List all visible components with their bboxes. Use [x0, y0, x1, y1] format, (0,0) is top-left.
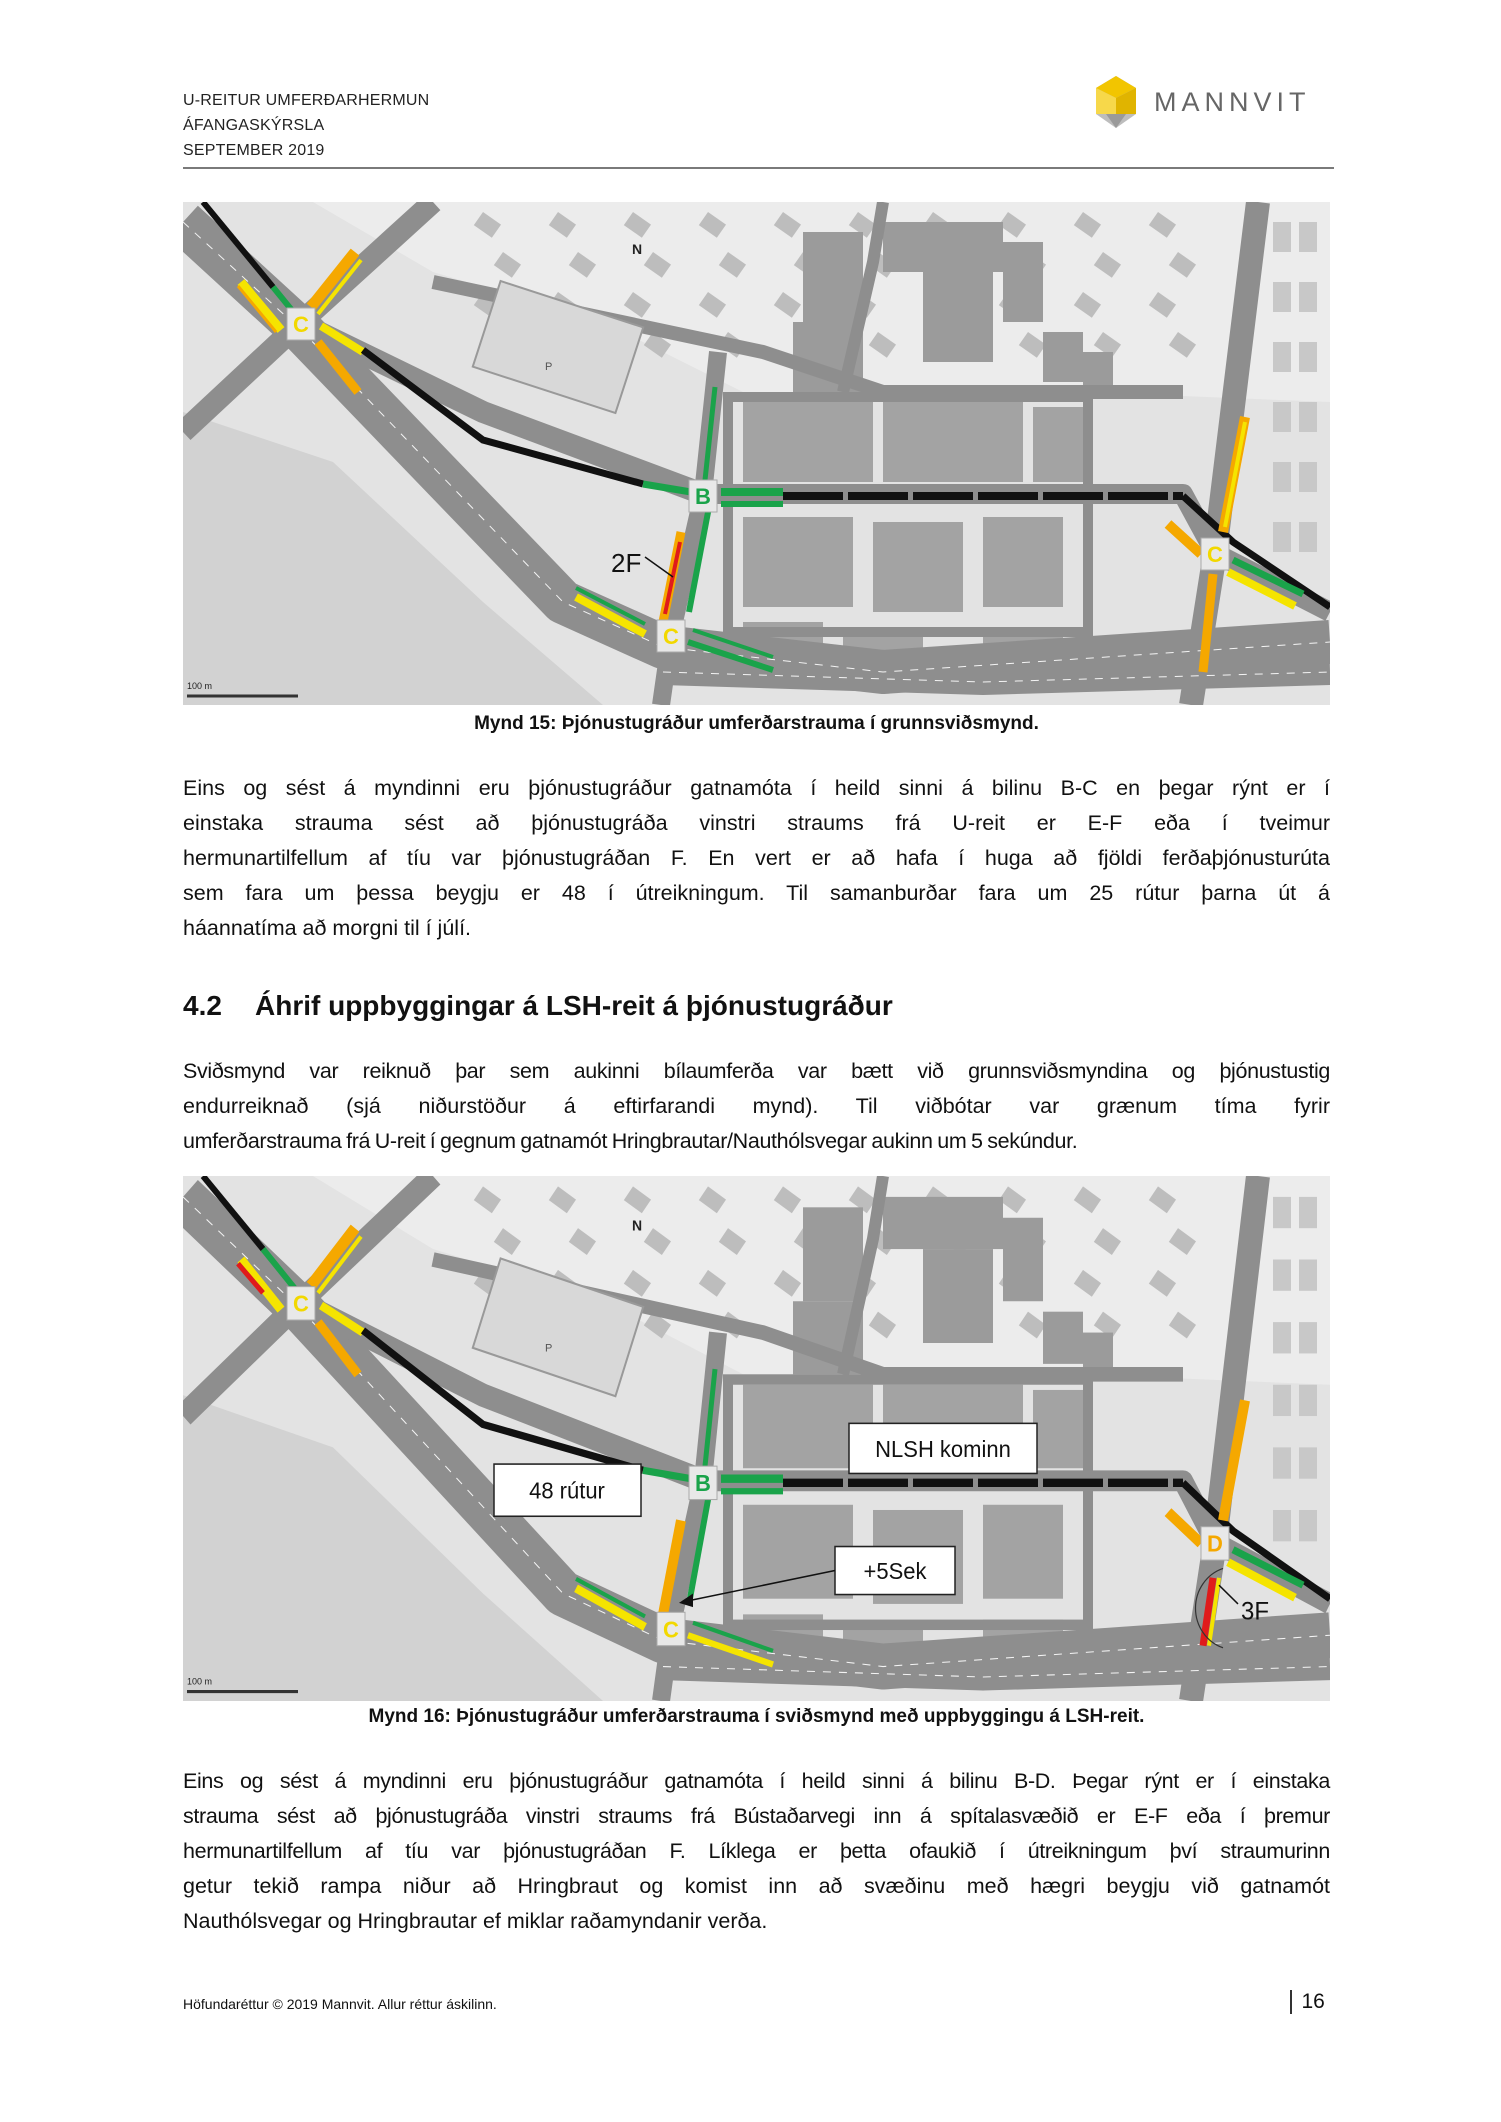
- intersection-c-east: [1201, 538, 1229, 570]
- header-project-title: U-REITUR UMFERÐARHERMUN: [183, 92, 430, 109]
- paragraph-2: [183, 1054, 1330, 1159]
- building: [1273, 1385, 1291, 1416]
- intersection-c-west: [287, 308, 315, 340]
- svg-text:D: D: [1207, 1531, 1223, 1557]
- building: [1273, 282, 1291, 312]
- footer-copyright: Höfundaréttur © 2019 Mannvit. Allur réttur áskilinn.: [183, 1996, 497, 2012]
- building: [883, 222, 1003, 272]
- header-report-type: ÁFANGASKÝRSLA: [183, 117, 325, 134]
- building: [1273, 342, 1291, 372]
- building: [1273, 522, 1291, 552]
- map-figure-15: [183, 202, 1330, 705]
- building: [923, 1249, 993, 1343]
- building: [1299, 282, 1317, 312]
- north-label: N: [632, 1218, 643, 1235]
- paragraph-3: [183, 1764, 1330, 1939]
- text-line: Eins og sést á myndinni eru þjónustugráður gatnamóta í heild sinni á bilinu B-D. Þegar rýnt er í einstaka: [183, 1769, 1330, 1793]
- building: [1299, 1322, 1317, 1353]
- annotation-3f: 3F: [1241, 1598, 1270, 1626]
- text-line: getur tekið rampa niður að Hringbraut og komist inn að svæðinu með hægri beygju við gatnamót: [183, 1874, 1330, 1898]
- svg-text:C: C: [1207, 542, 1223, 567]
- building: [1273, 462, 1291, 492]
- text-line: Sviðsmynd var reiknuð þar sem aukinni bílaumferða var bætt við grunnsviðsmyndina og þjónustustig: [183, 1059, 1330, 1083]
- paragraph-1: [183, 771, 1330, 946]
- text-line: einstaka strauma sést að þjónustugráða vinstri straums frá U-reit er E-F eða í tveimur: [183, 811, 1330, 835]
- figure1-map: [183, 202, 1330, 705]
- building: [1273, 222, 1291, 252]
- building: [1003, 242, 1043, 322]
- svg-text:C: C: [663, 624, 679, 649]
- building: [803, 1207, 863, 1301]
- text-line: hermunartilfellum af tíu var þjónustugráðan F. En vert er að hafa í huga að fjöldi ferðaþjónusturúta: [183, 846, 1330, 870]
- page-number-value: 16: [1301, 1990, 1325, 2013]
- mannvit-logo-icon: [1092, 74, 1140, 130]
- building: [883, 402, 1023, 482]
- map-base: [183, 202, 1330, 705]
- building: [1273, 402, 1291, 432]
- building: [1003, 1218, 1043, 1301]
- intersection-b: [689, 1466, 717, 1499]
- building: [1299, 462, 1317, 492]
- section-number: 4.2: [183, 990, 222, 1021]
- text-line: Eins og sést á myndinni eru þjónustugráður gatnamóta í heild sinni á bilinu B-C en þegar rýnt er í: [183, 776, 1330, 800]
- scale-label: 100 m: [187, 1676, 212, 1687]
- page-number-divider: [1290, 1990, 1292, 2014]
- building: [1299, 342, 1317, 372]
- svg-text:C: C: [293, 312, 309, 337]
- parking-label: P: [545, 361, 553, 373]
- north-label: N: [632, 241, 643, 257]
- svg-text:C: C: [663, 1616, 679, 1643]
- building: [1299, 222, 1317, 252]
- map-figure-16: [183, 1176, 1330, 1701]
- building: [923, 272, 993, 362]
- text-line: háannatíma að morgni til í júlí.: [183, 916, 472, 940]
- text-line: Nauthólsvegar og Hringbrautar ef miklar raðamyndanir verða.: [183, 1909, 768, 1933]
- building: [1299, 1197, 1317, 1228]
- building: [1299, 1510, 1317, 1541]
- map-base: [183, 1176, 1330, 1701]
- figure2-caption: Mynd 16: Þjónustugráður umferðarstrauma í sviðsmynd með uppbyggingu á LSH-reit.: [368, 1706, 1145, 1727]
- building: [743, 517, 853, 607]
- building: [1299, 522, 1317, 552]
- section-title: Áhrif uppbyggingar á LSH-reit á þjónustugráður: [255, 990, 893, 1021]
- annotation-2f: 2F: [611, 548, 642, 578]
- building: [1273, 1510, 1291, 1541]
- building: [983, 517, 1063, 607]
- building: [1299, 402, 1317, 432]
- svg-text:48 rútur: 48 rútur: [529, 1478, 605, 1504]
- building: [1273, 1447, 1291, 1478]
- text-line: umferðarstrauma frá U-reit í gegnum gatnamót Hringbrautar/Nauthólsvegar aukinn um 5 sekúndur.: [183, 1129, 1078, 1153]
- text-line: sem fara um þessa beygju er 48 í útreikningum. Til samanburðar fara um 25 rútur þarna út á: [183, 881, 1330, 905]
- intersection-c-south: [657, 1612, 685, 1645]
- text-line: strauma sést að þjónustugráða vinstri straums frá Bústaðarvegi inn á spítalasvæðið er E-F eða í þremur: [183, 1804, 1330, 1828]
- road: [663, 672, 1330, 682]
- building: [1273, 1197, 1291, 1228]
- text-line: endurreiknað (sjá niðurstöður á eftirfarandi mynd). Til viðbótar var grænum tíma fyrir: [183, 1094, 1330, 1118]
- svg-text:C: C: [293, 1291, 309, 1317]
- figure1-caption: Mynd 15: Þjónustugráður umferðarstrauma í grunnsviðsmynd.: [474, 713, 1039, 734]
- intersection-c-west: [287, 1287, 315, 1320]
- callout-48-buses: [494, 1464, 641, 1516]
- building: [883, 1197, 1003, 1249]
- building: [983, 1505, 1063, 1599]
- scale-label: 100 m: [187, 681, 213, 691]
- svg-text:B: B: [695, 484, 711, 509]
- building: [1299, 1385, 1317, 1416]
- intersection-d-east: [1201, 1527, 1229, 1560]
- header-date: SEPTEMBER 2019: [183, 142, 325, 159]
- section-heading: [183, 990, 893, 1022]
- building: [1043, 332, 1083, 382]
- road: [663, 1667, 1330, 1677]
- page-number: [1290, 1990, 1325, 2014]
- svg-text:+5Sek: +5Sek: [863, 1558, 927, 1584]
- svg-text:NLSH kominn: NLSH kominn: [875, 1436, 1011, 1462]
- callout-nlsh: [849, 1423, 1037, 1473]
- parking-label: P: [545, 1342, 553, 1355]
- building: [1299, 1447, 1317, 1478]
- building: [803, 232, 863, 322]
- logo-wordmark: MANNVIT: [1154, 86, 1311, 117]
- figure2-map: [183, 1176, 1330, 1701]
- header-divider: [183, 167, 1334, 169]
- intersection-b: [689, 480, 717, 512]
- intersection-c-south: [657, 620, 685, 652]
- svg-text:B: B: [695, 1470, 711, 1497]
- building: [1043, 1312, 1083, 1364]
- building: [1273, 1259, 1291, 1290]
- building: [1273, 1322, 1291, 1353]
- building: [1299, 1259, 1317, 1290]
- building: [873, 522, 963, 612]
- mannvit-logo: [1092, 74, 1332, 130]
- building: [743, 402, 873, 482]
- text-line: hermunartilfellum af tíu var þjónustugráðan F. Líklega er þetta ofaukið í útreikningum því straumurinn: [183, 1839, 1330, 1863]
